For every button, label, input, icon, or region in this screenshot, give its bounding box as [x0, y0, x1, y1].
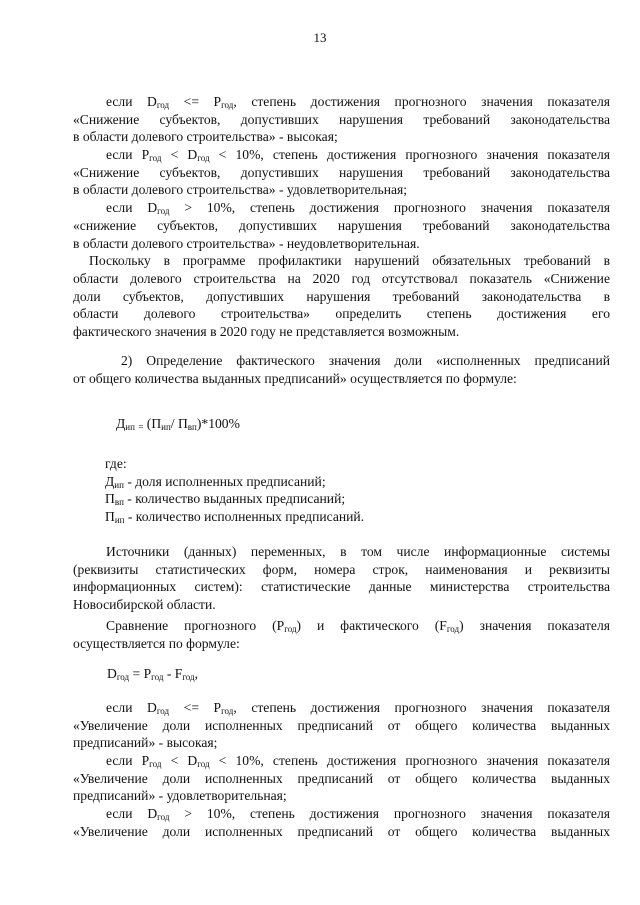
- text-line: если $D_{год} <= P_{год}$, степень достижения прогнозного значения показателя: [106, 700, 610, 716]
- text-line: «Увеличение доли исполненных предписаний от общего количества выданных: [73, 823, 610, 839]
- text-line: фактического значения в 2020 году не представляется возможным.: [73, 323, 460, 339]
- text-line: области долевого строительства на 2020 год отсутствовал показатель «Снижение: [73, 270, 610, 286]
- criteria-block-2: [73, 699, 610, 841]
- formula-deviation: $D_{год} = P_{год} - F_{год}$,: [107, 666, 199, 682]
- text-line: «Снижение субъектов, допустивших нарушения требований законодательства: [73, 164, 610, 180]
- text-line: от общего количества выданных предписаний» осуществляется по формуле:: [73, 370, 517, 386]
- text-line: $Д_{ип}$ - доля исполненных предписаний;: [105, 473, 326, 490]
- text-line: если $P_{год} < D_{год} < 10\%$, степень достижения прогнозного значения показателя: [106, 147, 610, 164]
- text-line: предписаний» - удовлетворительная;: [73, 788, 287, 804]
- text-line: информационных систем): статистические данные министерства строительства: [73, 579, 610, 595]
- text-line: Сравнение прогнозного $(P_{год})$ и фактического $(F_{год})$ значения показателя: [106, 618, 610, 634]
- text-line: предписаний» - высокая;: [73, 735, 218, 751]
- text-line: где:: [105, 456, 127, 471]
- text-line: Источники (данных) переменных, в том числе информационные системы: [106, 544, 610, 559]
- text-line: в области долевого строительства» - высокая;: [73, 129, 338, 145]
- text-line: если $D_{год} > 10\%$, степень достижения прогнозного значения показателя: [106, 200, 610, 217]
- text-line: 2) Определение фактического значения доли «исполненных предписаний: [121, 353, 610, 368]
- text-line: Новосибирской области.: [73, 597, 216, 613]
- text-line: (реквизиты статистических форм, номера строк, наименования и реквизиты: [73, 561, 610, 577]
- page-number: 13: [313, 30, 327, 45]
- text-line: $П_{ип}$ - количество исполненных предписаний.: [105, 509, 365, 526]
- formula-share: $Д_{ип}$ $_=$ ($П_{ип}/$ $П_{вп})*100\%$: [116, 416, 240, 432]
- text-line: в области долевого строительства» - удовлетворительная;: [73, 182, 408, 198]
- text-line: $П_{вп}$ - количество выданных предписаний;: [105, 491, 346, 508]
- text-line: «Увеличение доли исполненных предписаний от общего количества выданных: [73, 717, 610, 733]
- text-line: осуществляется по формуле:: [73, 635, 240, 651]
- text-line: если $P_{год} < D_{год} < 10\%$, степень достижения прогнозного значения показателя: [106, 753, 610, 770]
- text-line: в области долевого строительства» - неудовлетворительная.: [73, 235, 420, 251]
- text-line: «Снижение субъектов, допустивших нарушения требований законодательства: [73, 111, 610, 127]
- criteria-block-1: [73, 93, 610, 341]
- text-line: «Увеличение доли исполненных предписаний от общего количества выданных: [73, 770, 610, 786]
- text-line: «снижение субъектов, допустивших нарушения требований законодательства: [73, 217, 610, 233]
- text-line: если $D_{год} > 10\%$, степень достижения прогнозного значения показателя: [106, 806, 610, 823]
- text-line: если $D_{год} <= P_{год}$, степень достижения прогнозного значения показателя: [106, 94, 610, 110]
- text-line: области долевого строительства» определить степень достижения его: [73, 306, 610, 322]
- text-line: доли субъектов, допустивших нарушения требований законодательства в: [73, 288, 610, 304]
- data-sources: [73, 543, 610, 614]
- text-line: Поскольку в программе профилактики нарушений обязательных требований в: [89, 253, 610, 269]
- comparison-intro: [73, 617, 610, 652]
- variables-legend: [73, 455, 610, 526]
- section-2-intro: [73, 352, 610, 387]
